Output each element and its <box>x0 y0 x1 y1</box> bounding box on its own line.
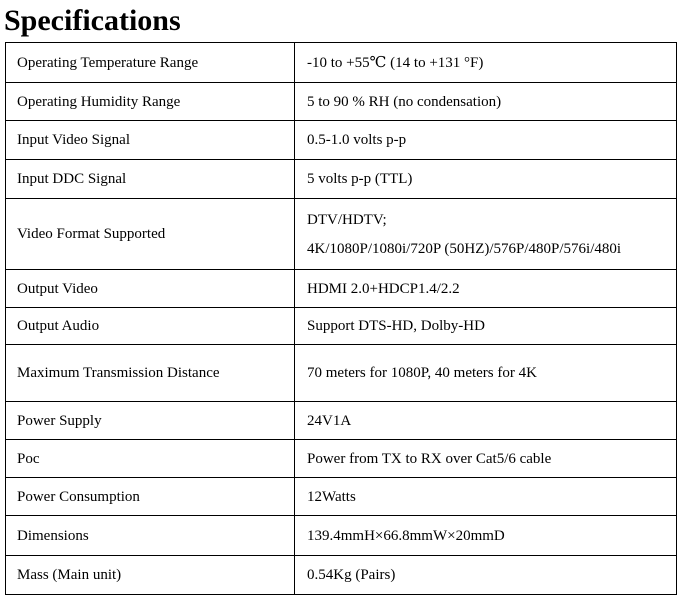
spec-label: Output Audio <box>6 308 295 345</box>
table-row <box>6 478 677 516</box>
spec-value: 5 to 90 % RH (no condensation) <box>295 83 677 121</box>
spec-value: 5 volts p-p (TTL) <box>295 160 677 199</box>
table-row <box>6 160 677 199</box>
spec-label: Dimensions <box>6 516 295 556</box>
spec-value: 70 meters for 1080P, 40 meters for 4K <box>295 345 677 402</box>
spec-value: 0.5-1.0 volts p-p <box>295 121 677 160</box>
spec-value: Support DTS-HD, Dolby-HD <box>295 308 677 345</box>
spec-value: 0.54Kg (Pairs) <box>295 556 677 595</box>
spec-value: 12Watts <box>295 478 677 516</box>
table-row <box>6 440 677 478</box>
spec-label: Power Supply <box>6 402 295 440</box>
table-row <box>6 556 677 595</box>
spec-label: Operating Temperature Range <box>6 43 295 83</box>
table-row <box>6 121 677 160</box>
spec-value-line: DTV/HDTV; <box>307 211 387 228</box>
table-row <box>6 345 677 402</box>
table-row <box>6 402 677 440</box>
page-title: Specifications <box>4 4 181 37</box>
table-row <box>6 83 677 121</box>
table-row <box>6 308 677 345</box>
spec-label: Output Video <box>6 270 295 308</box>
spec-value: 139.4mmH×66.8mmW×20mmD <box>295 516 677 556</box>
specifications-table <box>5 42 677 595</box>
table-row <box>6 516 677 556</box>
table-row <box>6 270 677 308</box>
spec-label: Mass (Main unit) <box>6 556 295 595</box>
spec-value: HDMI 2.0+HDCP1.4/2.2 <box>295 270 677 308</box>
spec-label: Video Format Supported <box>6 199 295 270</box>
spec-label: Input Video Signal <box>6 121 295 160</box>
spec-label: Maximum Transmission Distance <box>6 345 295 402</box>
table-row <box>6 43 677 83</box>
spec-value: -10 to +55℃ (14 to +131 °F) <box>295 43 677 83</box>
spec-value <box>295 199 677 270</box>
spec-label: Input DDC Signal <box>6 160 295 199</box>
spec-label: Operating Humidity Range <box>6 83 295 121</box>
spec-value: Power from TX to RX over Cat5/6 cable <box>295 440 677 478</box>
spec-value-line: 4K/1080P/1080i/720P (50HZ)/576P/480P/576i/480i <box>307 240 622 257</box>
spec-label: Poc <box>6 440 295 478</box>
spec-value: 24V1A <box>295 402 677 440</box>
spec-label: Power Consumption <box>6 478 295 516</box>
table-row <box>6 199 677 270</box>
